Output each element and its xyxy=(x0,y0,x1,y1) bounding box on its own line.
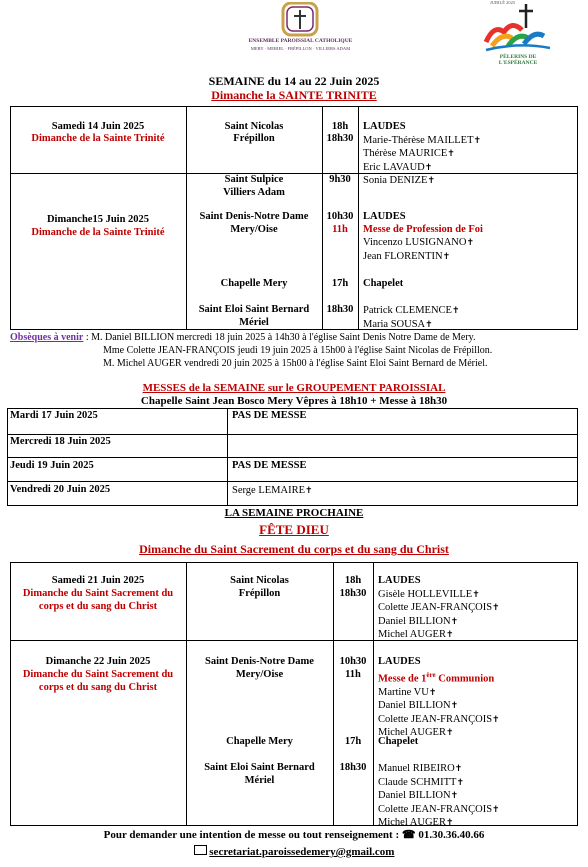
jubilee-logo-text-1: JUBILÉ 2025 xyxy=(490,0,516,5)
sun2-entries-3 xyxy=(378,762,500,830)
footer-email-link[interactable]: secretariat.paroissedemery@gmail.com xyxy=(209,846,395,858)
sat2-place-1: Saint Nicolas xyxy=(230,575,289,586)
sat1-time-1: 18h xyxy=(331,121,349,132)
cross-icon: ✝ xyxy=(466,237,475,247)
cross-icon: ✝ xyxy=(305,485,313,495)
sun2-chapelet: Chapelet xyxy=(378,736,419,747)
sat2-name-4: Michel AUGER xyxy=(378,629,446,640)
footer-email-line xyxy=(0,845,588,858)
sat2-time-2: 18h30 xyxy=(339,588,367,599)
sun2-entries-1 xyxy=(378,656,500,740)
sun1-place-1b: Villiers Adam xyxy=(223,187,285,198)
parish-logo-text-2: MERY · MERIEL · FRÉPILLON · VILLIERS ADAM xyxy=(250,46,351,51)
cross-icon: ✝ xyxy=(450,700,459,710)
cross-icon: ✝ xyxy=(472,588,480,599)
sun1-laudes: LAUDES xyxy=(363,211,406,222)
sat2-name-3: Daniel BILLION xyxy=(378,615,451,627)
sun2-name-3: Colette JEAN-FRANÇOIS xyxy=(378,713,493,725)
sun2-name-1: Martine VU xyxy=(378,686,429,698)
sun2-place-2: Chapelle Mery xyxy=(226,736,293,747)
sun2-name-7: Daniel BILLION xyxy=(378,790,451,801)
sat1-name-2: Thérèse MAURICE xyxy=(363,148,448,159)
sun1-name-1: Sonia DENIZE xyxy=(363,175,428,186)
sun1-time-1: 9h30 xyxy=(329,174,351,185)
email-icon xyxy=(194,845,207,855)
cross-icon: ✝ xyxy=(424,161,433,172)
cross-icon: ✝ xyxy=(450,615,459,626)
obseques-line-1: : M. Daniel BILLION mercredi 18 juin 2025 à 14h30 à l'église Saint Denis Notre Dame de Mery. xyxy=(85,332,476,343)
cross-icon: ✝ xyxy=(450,790,459,800)
sat2-entries xyxy=(378,575,500,642)
sun2-laudes: LAUDES xyxy=(378,656,421,667)
sat2-laudes: LAUDES xyxy=(378,575,421,586)
parish-logo xyxy=(243,2,358,54)
sat2-feast-2: corps et du sang du Christ xyxy=(38,601,158,612)
weekday-row-1-info: PAS DE MESSE xyxy=(232,410,307,421)
obseques-block xyxy=(10,332,585,345)
sun2-feast-1: Dimanche du Saint Sacrement du xyxy=(22,669,174,680)
jubilee-logo xyxy=(482,2,554,68)
cross-icon: ✝ xyxy=(454,763,463,773)
cross-icon: ✝ xyxy=(442,250,451,261)
cross-icon: ✝ xyxy=(451,305,460,315)
sun2-place-3a: Saint Eloi Saint Bernard xyxy=(204,762,315,773)
weekday-row-1-day: Mardi 17 Juin 2025 xyxy=(10,410,98,421)
sat2-name-1: Gisèle HOLLEVILLE xyxy=(378,588,473,600)
week1-subtitle: Dimanche la SAINTE TRINITE xyxy=(211,88,377,102)
sun1-name-3: Jean FLORENTIN xyxy=(363,250,443,262)
sat1-name-3: Eric LAVAUD xyxy=(363,161,425,173)
sun1-place-3: Chapelle Mery xyxy=(220,278,288,289)
sat1-name-1: Marie-Thérèse MAILLET xyxy=(363,134,474,146)
obseques-label: Obsèques à venir xyxy=(10,332,84,343)
phone-icon: ☎ xyxy=(401,829,416,841)
weekday-row-4-day: Vendredi 20 Juin 2025 xyxy=(10,484,111,495)
cross-icon: ✝ xyxy=(492,713,500,724)
sun1-profession: Messe de Profession de Foi xyxy=(363,223,483,235)
sun1-time-3: 17h xyxy=(331,278,349,289)
sun1-time-4: 18h30 xyxy=(326,304,354,315)
sun1-place-4b: Mériel xyxy=(239,317,269,328)
sun1-entries-4 xyxy=(363,304,460,331)
week2-subtitle: Dimanche du Saint Sacrement du corps et du sang du Christ xyxy=(139,542,449,556)
sun2-place-1a: Saint Denis-Notre Dame xyxy=(205,656,314,667)
sun1-time-2a: 10h30 xyxy=(326,211,354,222)
cross-icon: ✝ xyxy=(492,602,500,612)
sun2-time-3: 18h30 xyxy=(339,762,367,773)
sat1-laudes: LAUDES xyxy=(363,121,406,132)
cross-icon: ✝ xyxy=(428,686,437,697)
sat1-place-2: Frépillon xyxy=(233,133,275,144)
sun2-first-communion: Messe de 1ère Communion xyxy=(378,670,495,684)
sun2-place-3b: Mériel xyxy=(244,775,275,786)
obseques-line-2: Mme Colette JEAN-FRANÇOIS jeudi 19 juin 2025 à 15h00 à l'église Saint Nicolas de Frépillon. xyxy=(103,345,493,356)
weekday-title: MESSES de la SEMAINE sur le GROUPEMENT PAROISSIAL xyxy=(142,382,446,394)
sun2-feast-2: corps et du sang du Christ xyxy=(38,682,158,693)
sat2-place-2: Frépillon xyxy=(238,588,281,599)
cross-icon: ✝ xyxy=(427,175,435,185)
cross-icon: ✝ xyxy=(445,817,454,827)
sun1-place-1a: Saint Sulpice xyxy=(224,174,284,185)
sat2-feast-1: Dimanche du Saint Sacrement du xyxy=(22,588,174,599)
sat1-date: Samedi 14 Juin 2025 xyxy=(51,121,145,132)
sat1-entries xyxy=(363,121,481,174)
sun2-time-1b: 11h xyxy=(345,669,361,680)
sun1-place-2a: Saint Denis-Notre Dame xyxy=(199,211,309,222)
sun2-name-4: Michel AUGER xyxy=(378,727,446,738)
sat2-date: Samedi 21 Juin 2025 xyxy=(51,575,145,586)
sun2-time-2: 17h xyxy=(344,736,362,747)
sun2-name-8: Colette JEAN-FRANÇOIS xyxy=(378,803,493,815)
cross-icon: ✝ xyxy=(425,318,433,329)
sun1-time-2b: 11h xyxy=(332,224,348,235)
sun2-name-6: Claude SCHMITT xyxy=(378,776,457,788)
cross-icon: ✝ xyxy=(456,776,464,787)
footer-line xyxy=(0,828,588,841)
weekday-row-4-info: Serge LEMAIRE xyxy=(232,485,306,496)
sun2-date: Dimanche 22 Juin 2025 xyxy=(45,656,151,667)
cross-icon: ✝ xyxy=(445,629,454,639)
cross-icon: ✝ xyxy=(492,803,500,814)
sun1-date: Dimanche15 Juin 2025 xyxy=(46,214,150,225)
week2-feast: FÊTE DIEU xyxy=(259,522,329,537)
sun2-name-2: Daniel BILLION xyxy=(378,700,451,711)
obseques-line-3: M. Michel AUGER vendredi 20 juin 2025 à 15h00 à l'église Saint Eloi Saint Bernard de Mériel. xyxy=(103,358,488,369)
sun2-name-9: Michel AUGER xyxy=(378,817,446,828)
jubilee-logo-text-2: PÈLERINS DE L'ESPÉRANCE xyxy=(498,54,538,66)
sun2-name-5: Manuel RIBEIRO xyxy=(378,763,455,774)
sat1-place-1: Saint Nicolas xyxy=(224,121,284,132)
footer-text: Pour demander une intention de messe ou tout renseignement : xyxy=(103,829,400,841)
weekday-row-3-day: Jeudi 19 Juin 2025 xyxy=(10,460,94,471)
parish-logo-text-1: ENSEMBLE PAROISSIAL CATHOLIQUE xyxy=(248,38,353,44)
sat2-time-1: 18h xyxy=(344,575,362,586)
sun1-entries-2 xyxy=(363,211,483,263)
weekday-row-3-info: PAS DE MESSE xyxy=(232,460,307,471)
cross-icon: ✝ xyxy=(445,727,454,737)
sun1-chapelet: Chapelet xyxy=(363,278,404,289)
sat1-feast: Dimanche de la Sainte Trinité xyxy=(31,133,165,144)
sun2-place-1b: Mery/Oise xyxy=(235,669,284,680)
sun1-place-4a: Saint Eloi Saint Bernard xyxy=(198,304,310,315)
cross-icon: ✝ xyxy=(447,148,455,158)
sun1-place-2b: Mery/Oise xyxy=(230,224,278,235)
footer-phone: 01.30.36.40.66 xyxy=(418,829,485,841)
week1-title: SEMAINE du 14 au 22 Juin 2025 xyxy=(208,74,380,88)
sun1-name-4: Patrick CLEMENCE xyxy=(363,305,452,316)
sun1-name-2: Vincenzo LUSIGNANO xyxy=(363,237,467,248)
sun1-name-5: Maria SOUSA xyxy=(363,318,426,330)
sat2-name-2: Colette JEAN-FRANÇOIS xyxy=(378,602,493,613)
weekday-row-2-day: Mercredi 18 Juin 2025 xyxy=(10,436,111,447)
sun1-feast: Dimanche de la Sainte Trinité xyxy=(31,227,165,238)
week2-label: LA SEMAINE PROCHAINE xyxy=(224,507,364,519)
sun2-time-1a: 10h30 xyxy=(339,656,367,667)
cross-icon: ✝ xyxy=(473,134,482,145)
sat1-time-2: 18h30 xyxy=(326,133,354,144)
weekday-subtitle: Chapelle Saint Jean Bosco Mery Vêpres à 18h10 + Messe à 18h30 xyxy=(140,395,448,407)
